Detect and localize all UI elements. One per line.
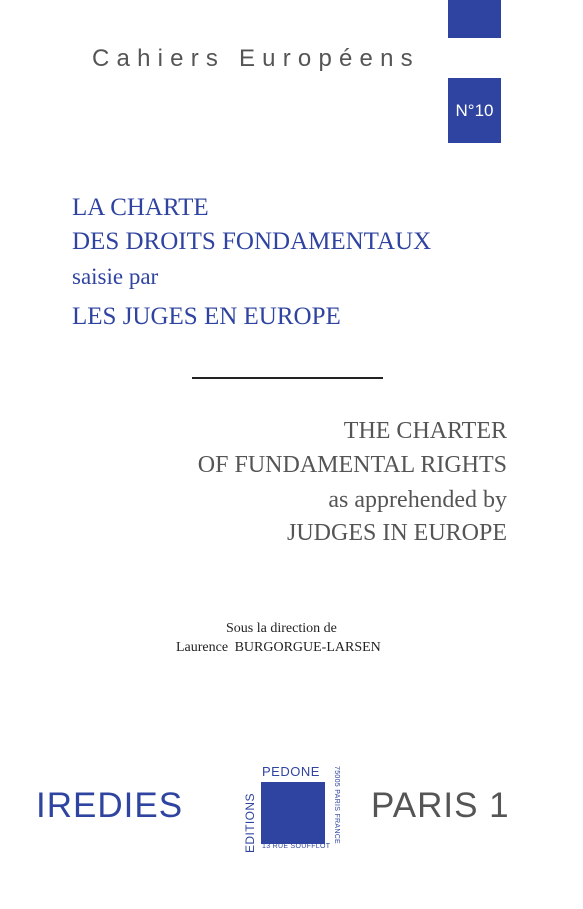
english-title-line-3: as apprehended by [328, 487, 507, 513]
french-title-line-4: LES JUGES EN EUROPE [72, 303, 341, 330]
english-title-line-2: OF FUNDAMENTAL RIGHTS [197, 452, 507, 478]
editor-name: Laurence BURGORGUE-LARSEN [176, 640, 381, 655]
publisher-iredies: IREDIES [36, 786, 184, 825]
english-title-line-4: JUDGES IN EUROPE [286, 520, 507, 546]
pedone-address-vertical: 75005 PARIS FRANCE [333, 766, 340, 845]
series-title: Cahiers Européens [92, 45, 420, 72]
pedone-name: PEDONE [262, 764, 320, 779]
pedone-logo-square [261, 782, 325, 844]
pedone-address-bottom: 13 RUE SOUFFLOT [262, 843, 331, 850]
issue-number-badge [448, 78, 501, 143]
french-title-line-3: saisie par [72, 264, 159, 289]
french-title-line-2: DES DROITS FONDAMENTAUX [72, 228, 432, 255]
top-color-band [448, 0, 501, 38]
direction-label: Sous la direction de [226, 621, 337, 636]
french-title-line-1: LA CHARTE [72, 194, 209, 221]
english-title-line-1: THE CHARTER [343, 418, 507, 444]
issue-number: N°10 [455, 100, 494, 120]
pedone-editions-vertical: EDITIONS [243, 793, 257, 853]
title-divider [192, 377, 383, 379]
publisher-paris-1: PARIS 1 [371, 786, 510, 825]
